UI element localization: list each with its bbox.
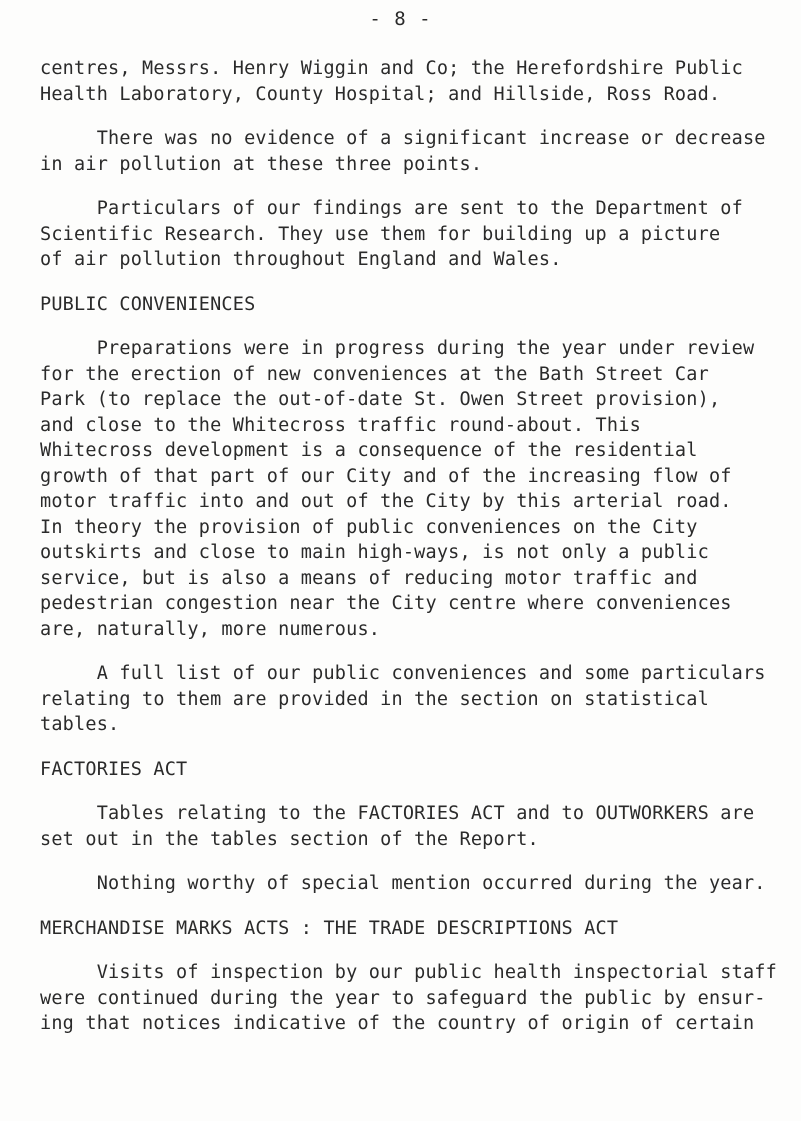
- text-line: A full list of our public conveniences and some particulars: [40, 663, 766, 684]
- text-line: and close to the Whitecross traffic round-about. This: [40, 414, 641, 436]
- text-line: ing that notices indicative of the country of origin of certain: [40, 1013, 755, 1034]
- text-line: Visits of inspection by our public health inspectorial staff: [40, 962, 777, 983]
- text-line: were continued during the year to safeguard the public by ensur-: [40, 987, 766, 1009]
- text-line: Park (to replace the out-of-date St. Owen Street provision),: [40, 389, 721, 410]
- paragraph: [40, 960, 800, 1037]
- section-heading: MERCHANDISE MARKS ACTS : THE TRADE DESCRIPTIONS ACT: [40, 917, 619, 939]
- text-line: growth of that part of our City and of the increasing flow of: [40, 465, 732, 487]
- text-line: tables.: [40, 714, 120, 735]
- text-line: centres, Messrs. Henry Wiggin and Co; the Herefordshire Public: [40, 58, 743, 79]
- text-line: Whitecross development is a consequence of the residential: [40, 440, 698, 461]
- paragraph: [40, 336, 800, 642]
- paragraph: [40, 126, 800, 177]
- paragraph: [40, 871, 800, 897]
- paragraph: [40, 661, 800, 738]
- section-heading: PUBLIC CONVENIENCES: [40, 293, 256, 315]
- paragraph: [40, 801, 800, 852]
- text-line: pedestrian congestion near the City centre where conveniences: [40, 593, 732, 614]
- text-line: Preparations were in progress during the year under review: [40, 338, 755, 359]
- document-body: [40, 56, 800, 1037]
- text-line: of air pollution throughout England and Wales.: [40, 249, 562, 270]
- text-line: motor traffic into and out of the City by this arterial road.: [40, 491, 732, 512]
- paragraph: [40, 56, 800, 107]
- text-line: Tables relating to the FACTORIES ACT and to OUTWORKERS are: [40, 803, 755, 824]
- section-heading: FACTORIES ACT: [40, 758, 188, 780]
- text-line: Health Laboratory, County Hospital; and Hillside, Ross Road.: [40, 83, 721, 105]
- text-line: for the erection of new conveniences at the Bath Street Car: [40, 363, 709, 385]
- text-line: relating to them are provided in the section on statistical: [40, 688, 709, 710]
- text-line: There was no evidence of a significant increase or decrease: [40, 128, 766, 149]
- text-line: outskirts and close to main high-ways, is not only a public: [40, 542, 709, 563]
- paragraph: [40, 196, 800, 273]
- text-line: service, but is also a means of reducing motor traffic and: [40, 567, 698, 589]
- text-line: Nothing worthy of special mention occurred during the year.: [40, 873, 766, 894]
- text-line: Particulars of our findings are sent to the Department of: [40, 198, 743, 219]
- text-line: in air pollution at these three points.: [40, 153, 483, 175]
- page-number: - 8 -: [369, 8, 432, 30]
- text-line: In theory the provision of public conveniences on the City: [40, 516, 698, 538]
- text-line: are, naturally, more numerous.: [40, 618, 381, 640]
- text-line: set out in the tables section of the Report.: [40, 828, 539, 850]
- text-line: Scientific Research. They use them for building up a picture: [40, 223, 721, 245]
